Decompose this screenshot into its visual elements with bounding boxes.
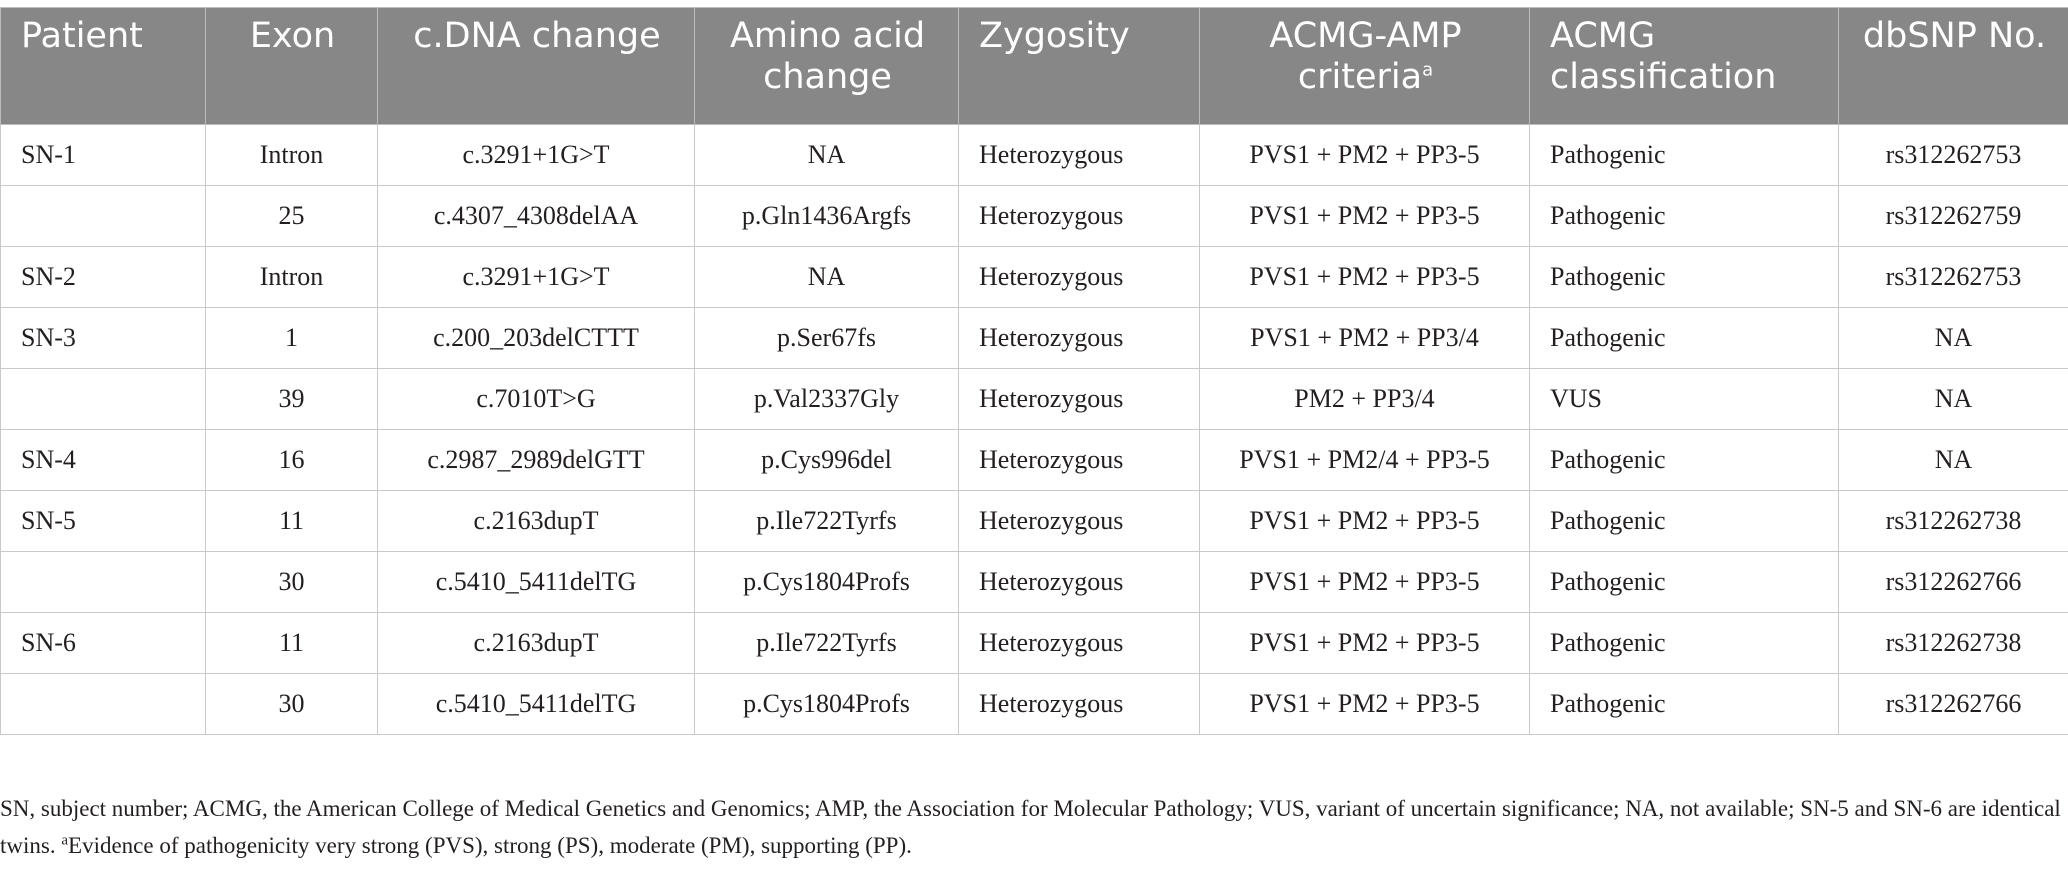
cell-cdna-change: c.5410_5411delTG — [378, 674, 695, 735]
cell-cdna-change: c.2987_2989delGTT — [378, 430, 695, 491]
column-header-amino-acid-change — [695, 8, 959, 125]
table-row — [1, 552, 2068, 613]
cell-amino-acid-change: p.Ile722Tyrfs — [695, 613, 959, 674]
cell-dbsnp-no: rs312262766 — [1839, 552, 2068, 613]
cell-zygosity: Heterozygous — [959, 613, 1200, 674]
cell-patient: SN-1 — [1, 125, 206, 186]
cell-exon: 16 — [206, 430, 378, 491]
cell-acmg-amp-criteria: PVS1 + PM2 + PP3-5 — [1200, 613, 1530, 674]
cell-amino-acid-change: NA — [695, 247, 959, 308]
cell-patient: SN-3 — [1, 308, 206, 369]
cell-exon: 25 — [206, 186, 378, 247]
cell-zygosity: Heterozygous — [959, 552, 1200, 613]
cell-exon: 39 — [206, 369, 378, 430]
cell-acmg-classification: Pathogenic — [1530, 125, 1839, 186]
cell-zygosity: Heterozygous — [959, 491, 1200, 552]
cell-acmg-classification: Pathogenic — [1530, 674, 1839, 735]
variant-table-container — [0, 7, 2068, 735]
cell-amino-acid-change: p.Ile722Tyrfs — [695, 491, 959, 552]
table-row — [1, 491, 2068, 552]
cell-acmg-classification: VUS — [1530, 369, 1839, 430]
column-header-cdna-change — [378, 8, 695, 125]
cell-cdna-change: c.4307_4308delAA — [378, 186, 695, 247]
cell-amino-acid-change: p.Cys1804Profs — [695, 552, 959, 613]
cell-exon: 30 — [206, 674, 378, 735]
cell-cdna-change: c.3291+1G>T — [378, 247, 695, 308]
cell-patient — [1, 552, 206, 613]
cell-acmg-amp-criteria: PVS1 + PM2 + PP3-5 — [1200, 491, 1530, 552]
cell-acmg-amp-criteria: PVS1 + PM2 + PP3-5 — [1200, 247, 1530, 308]
column-header-label: ACMG-AMP criteria — [1269, 16, 1462, 97]
cell-cdna-change: c.5410_5411delTG — [378, 552, 695, 613]
cell-dbsnp-no: rs312262759 — [1839, 186, 2068, 247]
footnote-note: Evidence of pathogenicity very strong (PVS), strong (PS), moderate (PM), supporting (PP). — [68, 833, 912, 858]
cell-acmg-classification: Pathogenic — [1530, 552, 1839, 613]
footnote-text: SN, subject number; ACMG, the American College of Medical Genetics and Genomics; AMP, the Association for Molecular Pathology; VUS, variant of uncertain significance; NA, not available; SN-5 and SN-6 are identical twins. — [0, 796, 2061, 858]
cell-patient — [1, 369, 206, 430]
table-body — [1, 125, 2068, 735]
cell-acmg-amp-criteria: PVS1 + PM2 + PP3-5 — [1200, 552, 1530, 613]
cell-acmg-classification: Pathogenic — [1530, 430, 1839, 491]
cell-exon: 11 — [206, 491, 378, 552]
cell-cdna-change: c.2163dupT — [378, 613, 695, 674]
cell-dbsnp-no: rs312262753 — [1839, 247, 2068, 308]
column-header-label: Amino acid change — [729, 16, 926, 97]
cell-patient: SN-5 — [1, 491, 206, 552]
column-header-exon — [206, 8, 378, 125]
table-row — [1, 674, 2068, 735]
cell-amino-acid-change: p.Cys1804Profs — [695, 674, 959, 735]
cell-dbsnp-no: NA — [1839, 369, 2068, 430]
cell-amino-acid-change: p.Val2337Gly — [695, 369, 959, 430]
column-header-label: Exon — [249, 16, 336, 56]
cell-exon: Intron — [206, 125, 378, 186]
cell-patient — [1, 674, 206, 735]
variant-table — [0, 7, 2068, 735]
cell-acmg-classification: Pathogenic — [1530, 308, 1839, 369]
cell-acmg-amp-criteria: PM2 + PP3/4 — [1200, 369, 1530, 430]
cell-exon: 11 — [206, 613, 378, 674]
cell-acmg-classification: Pathogenic — [1530, 491, 1839, 552]
footnote-superscript: a — [61, 832, 69, 849]
cell-exon: Intron — [206, 247, 378, 308]
cell-zygosity: Heterozygous — [959, 430, 1200, 491]
cell-acmg-amp-criteria: PVS1 + PM2 + PP3/4 — [1200, 308, 1530, 369]
column-header-dbsnp-no — [1839, 8, 2068, 125]
cell-amino-acid-change: p.Ser67fs — [695, 308, 959, 369]
cell-cdna-change: c.3291+1G>T — [378, 125, 695, 186]
column-header-label: Zygosity — [979, 16, 1130, 56]
cell-zygosity: Heterozygous — [959, 186, 1200, 247]
cell-acmg-amp-criteria: PVS1 + PM2 + PP3-5 — [1200, 186, 1530, 247]
table-row — [1, 430, 2068, 491]
cell-amino-acid-change: p.Cys996del — [695, 430, 959, 491]
cell-amino-acid-change: p.Gln1436Argfs — [695, 186, 959, 247]
column-header-label: c.DNA change — [413, 16, 661, 56]
table-row — [1, 613, 2068, 674]
header-row — [1, 8, 2068, 125]
cell-acmg-amp-criteria: PVS1 + PM2 + PP3-5 — [1200, 125, 1530, 186]
cell-acmg-classification: Pathogenic — [1530, 186, 1839, 247]
cell-acmg-classification: Pathogenic — [1530, 247, 1839, 308]
column-header-acmg-classification — [1530, 8, 1839, 125]
column-header-zygosity — [959, 8, 1200, 125]
cell-patient: SN-2 — [1, 247, 206, 308]
table-header — [1, 8, 2068, 125]
cell-acmg-amp-criteria: PVS1 + PM2 + PP3-5 — [1200, 674, 1530, 735]
cell-dbsnp-no: NA — [1839, 430, 2068, 491]
cell-cdna-change: c.7010T>G — [378, 369, 695, 430]
column-header-superscript: a — [1422, 59, 1434, 81]
cell-cdna-change: c.200_203delCTTT — [378, 308, 695, 369]
cell-patient: SN-4 — [1, 430, 206, 491]
cell-acmg-classification: Pathogenic — [1530, 613, 1839, 674]
column-header-acmg-amp-criteria — [1200, 8, 1530, 125]
cell-patient: SN-6 — [1, 613, 206, 674]
table-row — [1, 186, 2068, 247]
table-row — [1, 308, 2068, 369]
column-header-patient — [1, 8, 206, 125]
table-footnote — [0, 790, 2068, 864]
table-row — [1, 369, 2068, 430]
column-header-label: Patient — [21, 16, 143, 56]
cell-dbsnp-no: rs312262753 — [1839, 125, 2068, 186]
cell-zygosity: Heterozygous — [959, 308, 1200, 369]
cell-zygosity: Heterozygous — [959, 125, 1200, 186]
cell-cdna-change: c.2163dupT — [378, 491, 695, 552]
column-header-label: ACMG classification — [1550, 16, 1777, 97]
table-row — [1, 125, 2068, 186]
column-header-label: dbSNP No. — [1862, 16, 2047, 56]
cell-zygosity: Heterozygous — [959, 247, 1200, 308]
cell-dbsnp-no: rs312262738 — [1839, 491, 2068, 552]
cell-amino-acid-change: NA — [695, 125, 959, 186]
cell-zygosity: Heterozygous — [959, 369, 1200, 430]
cell-exon: 1 — [206, 308, 378, 369]
cell-acmg-amp-criteria: PVS1 + PM2/4 + PP3-5 — [1200, 430, 1530, 491]
cell-zygosity: Heterozygous — [959, 674, 1200, 735]
cell-patient — [1, 186, 206, 247]
cell-dbsnp-no: rs312262766 — [1839, 674, 2068, 735]
table-row — [1, 247, 2068, 308]
cell-dbsnp-no: rs312262738 — [1839, 613, 2068, 674]
cell-exon: 30 — [206, 552, 378, 613]
cell-dbsnp-no: NA — [1839, 308, 2068, 369]
